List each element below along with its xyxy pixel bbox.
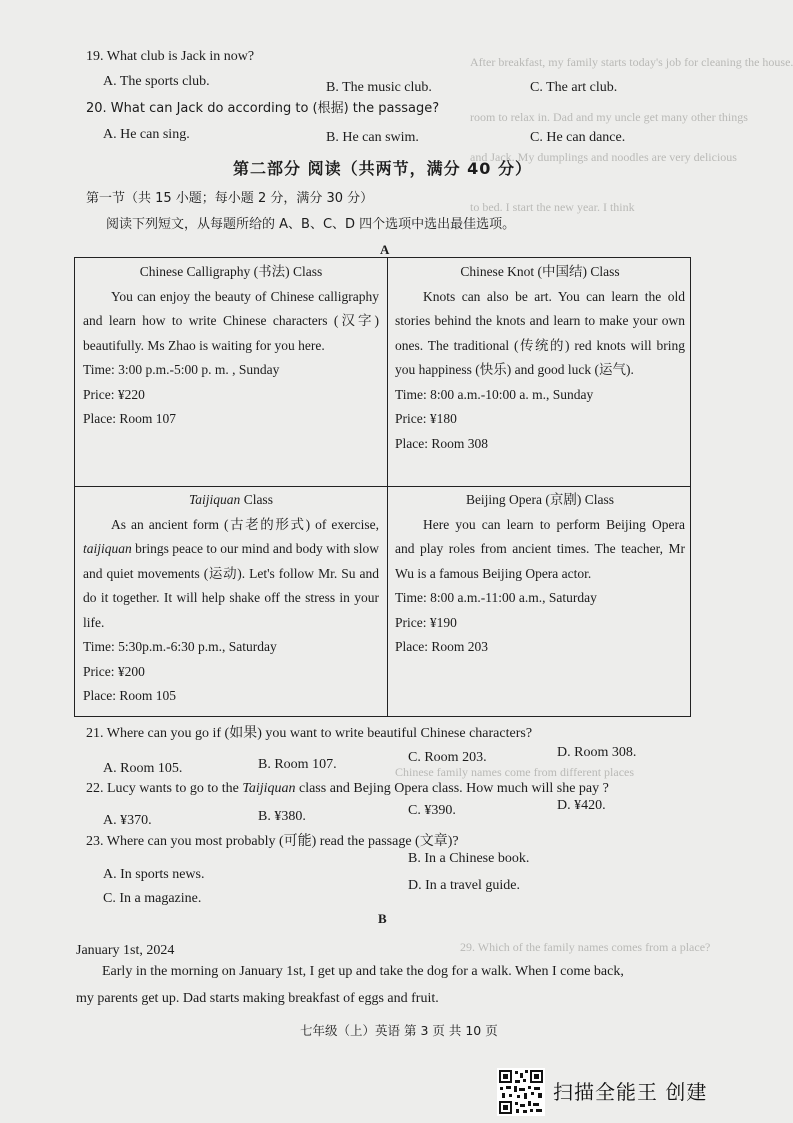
knot-time: Time: 8:00 a.m.-10:00 a. m., Sunday <box>395 386 594 402</box>
opera-time: Time: 8:00 a.m.-11:00 a.m., Saturday <box>395 590 597 605</box>
q22-option-d: D. ¥420. <box>557 798 606 813</box>
calligraphy-time: Time: 3:00 p.m.-5:00 p. m. , Sunday <box>83 362 280 377</box>
calligraphy-price: Price: ¥220 <box>83 386 145 402</box>
q22-option-b: B. ¥380. <box>258 809 306 824</box>
passage-b-line1: Early in the morning on January 1st, I get up and take the dog for a walk. When I come back, <box>102 964 624 979</box>
table-divider-vertical <box>387 258 388 716</box>
opera-class-cell <box>395 488 685 660</box>
q19-option-b: B. The music club. <box>326 80 432 95</box>
calligraphy-place: Place: Room 107 <box>83 411 176 426</box>
q20-option-b: B. He can swim. <box>326 130 419 145</box>
q22-text-post: class and Bejing Opera class. How much will she pay ? <box>295 781 609 796</box>
q20-option-a: A. He can sing. <box>103 127 190 142</box>
taijiquan-title-rest: Class <box>240 492 273 507</box>
taijiquan-description <box>83 513 379 636</box>
question-21: 21. Where can you go if (如果) you want to write beautiful Chinese characters? <box>86 726 533 741</box>
question-20: 20. What can Jack do according to (根据) the passage? <box>86 101 440 116</box>
q23-option-d: D. In a travel guide. <box>408 878 520 893</box>
q19-option-c: C. The art club. <box>530 80 618 95</box>
question-23: 23. Where can you most probably (可能) read the passage (文章)? <box>86 834 459 849</box>
q21-option-d: D. Room 308. <box>557 745 637 760</box>
taijiquan-desc-italic: taijiquan <box>83 541 132 556</box>
calligraphy-description: You can enjoy the beauty of Chinese calligraphy and learn how to write Chinese characters (汉字) beautifully. Ms Zhao is waiting for you here. <box>83 288 379 353</box>
q23-option-b: B. In a Chinese book. <box>408 851 530 866</box>
taijiquan-desc-part1: As an ancient form (古老的形式) of exercise, <box>111 516 379 532</box>
q23-option-a: A. In sports news. <box>103 867 205 882</box>
q19-option-a: A. The sports club. <box>103 74 210 89</box>
q20-option-c: C. He can dance. <box>530 130 626 145</box>
q22-text-pre: 22. Lucy wants to go to the <box>86 781 243 796</box>
passage-a-label: A <box>380 242 390 257</box>
q22-text-italic: Taijiquan <box>242 781 296 796</box>
knot-description: Knots can also be art. You can learn the old stories behind the knots and learn to make your own ones. The traditional (传统的) red knots will bring you happiness (快乐) and good luck (运气). <box>395 288 685 377</box>
taijiquan-title-italic: Taijiquan <box>189 492 241 507</box>
taijiquan-class-cell <box>83 488 379 709</box>
q21-option-c: C. Room 203. <box>408 750 487 765</box>
class-table <box>74 257 691 717</box>
calligraphy-title: Chinese Calligraphy (书法) Class <box>139 264 323 279</box>
q21-option-b: B. Room 107. <box>258 757 337 772</box>
knot-title: Chinese Knot (中国结) Class <box>460 264 620 279</box>
taijiquan-desc-part2: brings peace to our mind and body with slow and quiet movements (运动). Let's follow Mr. Su and do it together. It will help shake off the stress in your life. <box>83 541 379 630</box>
taijiquan-place: Place: Room 105 <box>83 688 176 703</box>
knot-class-cell <box>395 260 685 456</box>
instruction-text: 阅读下列短文，从每题所给的 A、B、C、D 四个选项中选出最佳选项。 <box>106 217 516 232</box>
q22-option-c: C. ¥390. <box>408 803 456 818</box>
page-footer: 七年级（上）英语 第 3 页 共 10 页 <box>300 1023 498 1038</box>
taijiquan-time: Time: 5:30p.m.-6:30 p.m., Saturday <box>83 639 277 654</box>
passage-b-line2: my parents get up. Dad starts making breakfast of eggs and fruit. <box>76 991 439 1006</box>
passage-b-date: January 1st, 2024 <box>76 943 175 958</box>
opera-price: Price: ¥190 <box>395 614 457 630</box>
opera-description: Here you can learn to perform Beijing Opera and play roles from ancient times. The teacher, Mr Wu is a famous Beijing Opera actor. <box>395 516 685 581</box>
knot-price: Price: ¥180 <box>395 411 457 426</box>
taijiquan-price: Price: ¥200 <box>83 663 145 679</box>
question-19: 19. What club is Jack in now? <box>86 49 255 64</box>
taijiquan-title <box>83 488 379 513</box>
q22-option-a: A. ¥370. <box>103 813 152 828</box>
opera-place: Place: Room 203 <box>395 639 488 654</box>
q23-option-c: C. In a magazine. <box>103 891 202 906</box>
calligraphy-class-cell <box>83 260 379 432</box>
passage-b-label: B <box>378 911 387 926</box>
section1-heading: 第一节（共 15 小题；每小题 2 分，满分 30 分） <box>86 191 374 206</box>
question-22 <box>86 780 609 798</box>
table-divider-horizontal <box>75 486 690 487</box>
knot-place: Place: Room 308 <box>395 435 488 451</box>
opera-title: Beijing Opera (京剧) Class <box>465 492 615 507</box>
part2-title: 第二部分 阅读（共两节，满分 40 分） <box>233 159 532 178</box>
qr-code-icon <box>497 1068 545 1116</box>
scanner-brand-label: 扫描全能王 创建 <box>553 1080 708 1104</box>
q21-option-a: A. Room 105. <box>103 761 183 776</box>
